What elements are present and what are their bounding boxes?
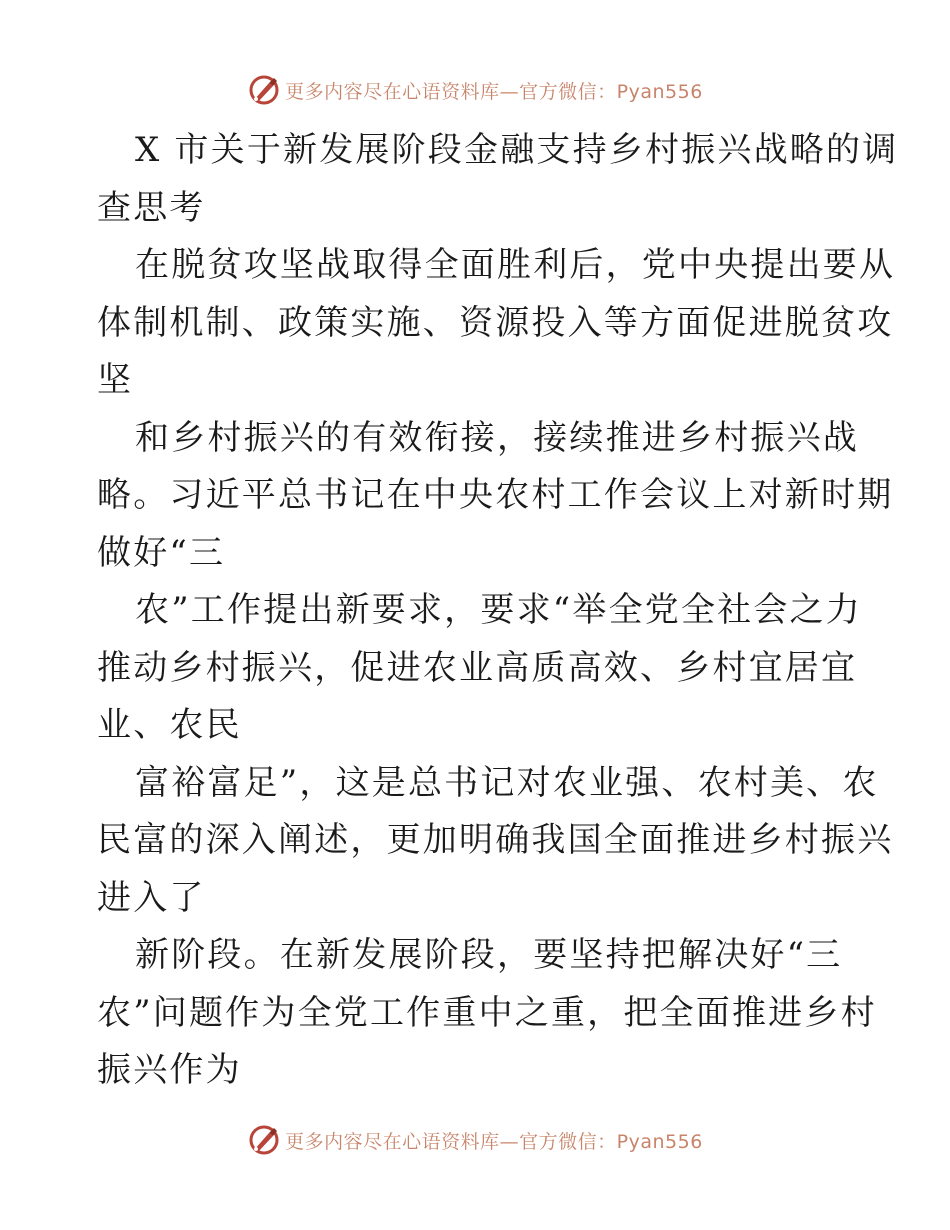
text-line: 富裕富足”，这是总书记对农业强、农村美、农 (135, 762, 879, 803)
document-body (97, 122, 899, 1100)
text-line: 查思考 (97, 187, 206, 228)
pen-logo-icon (247, 73, 281, 107)
text-line: 在脱贫攻坚战取得全面胜利后，党中央提出要从 (135, 245, 896, 285)
text-line: 进入了 (97, 877, 206, 918)
footer-banner (0, 1120, 950, 1160)
text-line: 做好“三 (97, 532, 226, 573)
text-line: 坚 (97, 360, 134, 400)
text-line: 业、农民 (97, 705, 242, 745)
text-line: 略。习近平总书记在中央农村工作会议上对新时期 (97, 475, 894, 515)
text-line: 农”工作提出新要求，要求“举全党全社会之力 (135, 590, 862, 630)
text-line: 体制机制、政策实施、资源投入等方面促进脱贫攻 (97, 302, 894, 343)
text-line: 民富的深入阐述，更加明确我国全面推进乡村振兴 (97, 820, 894, 860)
wechat-id: Pyan556 (616, 1130, 703, 1153)
text-line: 和乡村振兴的有效衔接，接续推进乡村振兴战 (135, 417, 859, 458)
text-line: 农”问题作为全党工作重中之重，把全面推进乡村 (97, 992, 877, 1033)
text-line: 新阶段。在新发展阶段，要坚持把解决好“三 (135, 935, 843, 975)
header-banner (0, 70, 950, 110)
banner-text: 更多内容尽在心语资料库—官方微信：Pyan556 (285, 1130, 703, 1153)
banner-text: 更多内容尽在心语资料库—官方微信：Pyan556 (285, 80, 703, 103)
text-line: 振兴作为 (97, 1050, 242, 1090)
text-line: 推动乡村振兴，促进农业高质高效、乡村宜居宜 (97, 647, 858, 688)
wechat-id: Pyan556 (616, 80, 703, 103)
pen-logo-icon (247, 1123, 281, 1157)
text-line: X 市关于新发展阶段金融支持乡村振兴战略的调 (135, 130, 899, 170)
